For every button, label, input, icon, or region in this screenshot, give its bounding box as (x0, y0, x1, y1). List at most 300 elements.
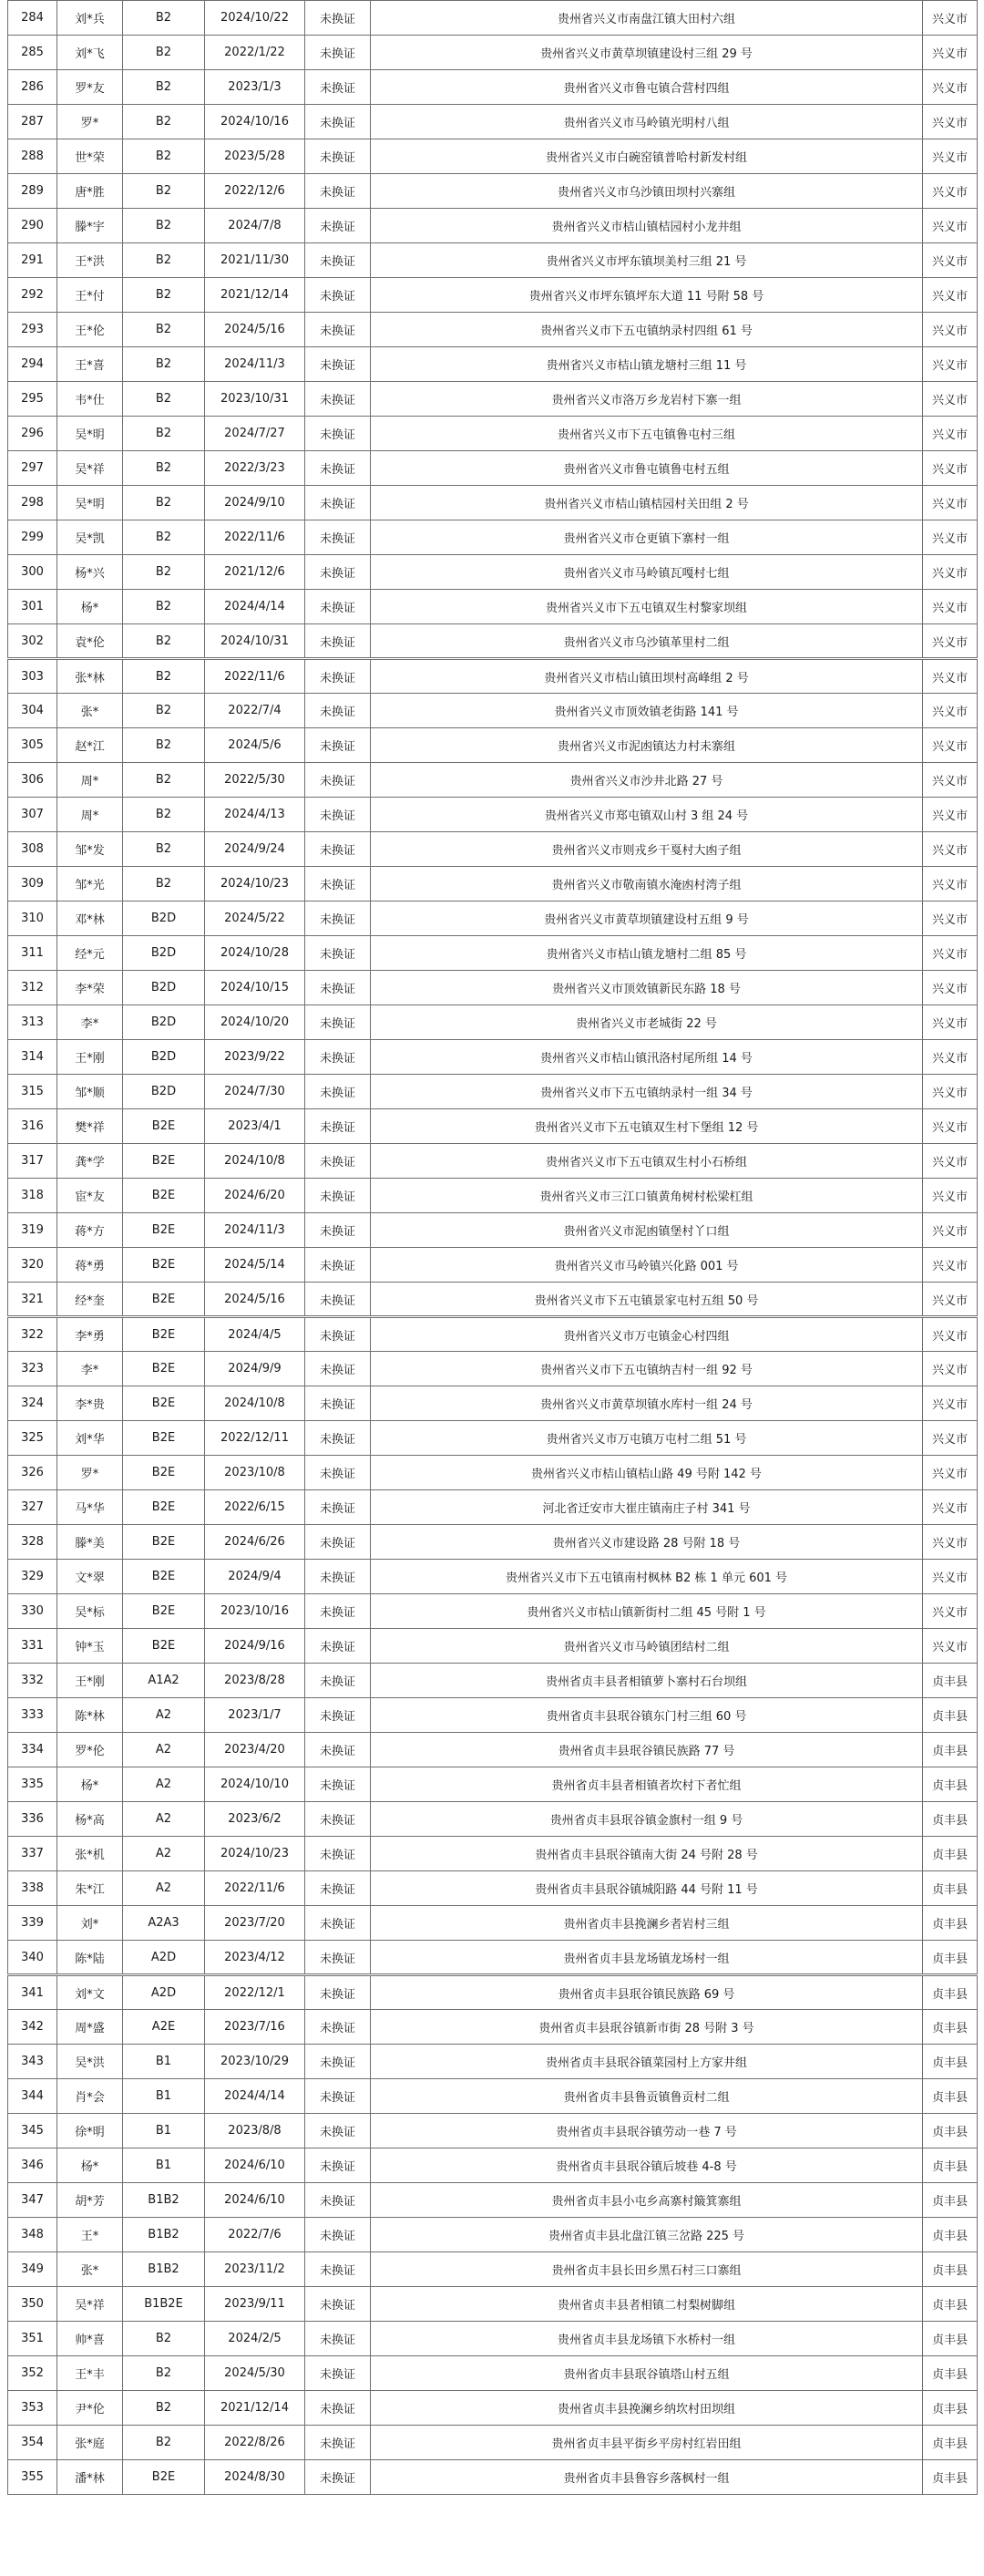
table-row (8, 2045, 978, 2079)
address-cell: 贵州省兴义市万屯镇万屯村二组 51 号 (371, 1421, 923, 1456)
address-cell: 贵州省兴义市桔山镇桔园村小龙井组 (371, 209, 923, 243)
date-cell: 2022/5/30 (205, 763, 305, 798)
license-class-cell: B2E (123, 1317, 205, 1352)
date-cell: 2024/10/10 (205, 1767, 305, 1802)
address-cell: 贵州省兴义市下五屯镇双生村下堡组 12 号 (371, 1109, 923, 1144)
status-cell: 未换证 (305, 590, 371, 624)
license-class-cell: A2D (123, 1941, 205, 1975)
status-cell: 未换证 (305, 1975, 371, 2010)
name-cell: 王*刚 (57, 1664, 123, 1698)
address-cell: 贵州省兴义市下五屯镇双生村小石桥组 (371, 1144, 923, 1179)
name-cell: 胡*芳 (57, 2183, 123, 2218)
status-cell: 未换证 (305, 1179, 371, 1213)
address-cell: 贵州省兴义市马岭镇兴化路 001 号 (371, 1248, 923, 1283)
address-cell: 贵州省兴义市下五屯镇南村枫林 B2 栋 1 单元 601 号 (371, 1560, 923, 1594)
address-cell: 贵州省兴义市乌沙镇田坝村兴寨组 (371, 174, 923, 209)
name-cell: 帅*喜 (57, 2322, 123, 2356)
city-cell: 贞丰县 (923, 2460, 978, 2495)
date-cell: 2023/7/20 (205, 1906, 305, 1941)
address-cell: 贵州省贞丰县北盘江镇三岔路 225 号 (371, 2218, 923, 2252)
date-cell: 2024/10/28 (205, 936, 305, 971)
date-cell: 2024/2/5 (205, 2322, 305, 2356)
license-class-cell: B1 (123, 2079, 205, 2114)
table-row (8, 2010, 978, 2045)
table-row (8, 1248, 978, 1283)
table-row (8, 1767, 978, 1802)
address-cell: 贵州省贞丰县者相镇二村梨树脚组 (371, 2287, 923, 2322)
date-cell: 2024/4/14 (205, 2079, 305, 2114)
name-cell: 世*荣 (57, 139, 123, 174)
city-cell: 兴义市 (923, 1456, 978, 1490)
address-cell: 贵州省兴义市桔山镇龙塘村二组 85 号 (371, 936, 923, 971)
date-cell: 2023/4/20 (205, 1733, 305, 1767)
city-cell: 兴义市 (923, 243, 978, 278)
table-row (8, 70, 978, 105)
name-cell: 邹*顺 (57, 1075, 123, 1109)
license-class-cell: B1B2 (123, 2252, 205, 2287)
status-cell: 未换证 (305, 1664, 371, 1698)
city-cell: 贞丰县 (923, 2391, 978, 2426)
name-cell: 徐*明 (57, 2114, 123, 2148)
address-cell: 贵州省贞丰县珉谷镇塔山村五组 (371, 2356, 923, 2391)
date-cell: 2022/1/22 (205, 36, 305, 70)
table-row (8, 971, 978, 1005)
name-cell: 刘* (57, 1906, 123, 1941)
status-cell: 未换证 (305, 1906, 371, 1941)
row-number-cell: 308 (8, 832, 57, 867)
row-number-cell: 285 (8, 36, 57, 70)
table-row (8, 313, 978, 347)
date-cell: 2023/9/11 (205, 2287, 305, 2322)
status-cell: 未换证 (305, 1837, 371, 1871)
status-cell: 未换证 (305, 243, 371, 278)
date-cell: 2023/4/12 (205, 1941, 305, 1975)
date-cell: 2022/11/6 (205, 659, 305, 694)
city-cell: 兴义市 (923, 1386, 978, 1421)
status-cell: 未换证 (305, 2010, 371, 2045)
date-cell: 2023/1/7 (205, 1698, 305, 1733)
city-cell: 兴义市 (923, 728, 978, 763)
status-cell: 未换证 (305, 2045, 371, 2079)
address-cell: 贵州省兴义市坪东镇坝美村三组 21 号 (371, 243, 923, 278)
status-cell: 未换证 (305, 209, 371, 243)
table-row (8, 1490, 978, 1525)
date-cell: 2024/9/24 (205, 832, 305, 867)
date-cell: 2022/8/26 (205, 2426, 305, 2460)
date-cell: 2024/11/3 (205, 347, 305, 382)
status-cell: 未换证 (305, 936, 371, 971)
date-cell: 2024/11/3 (205, 1213, 305, 1248)
status-cell: 未换证 (305, 1075, 371, 1109)
city-cell: 兴义市 (923, 1283, 978, 1317)
row-number-cell: 327 (8, 1490, 57, 1525)
date-cell: 2022/12/11 (205, 1421, 305, 1456)
status-cell: 未换证 (305, 1802, 371, 1837)
date-cell: 2024/5/16 (205, 313, 305, 347)
row-number-cell: 321 (8, 1283, 57, 1317)
address-cell: 贵州省兴义市白碗窑镇普哈村新发村组 (371, 139, 923, 174)
table-row (8, 798, 978, 832)
table-row (8, 902, 978, 936)
date-cell: 2024/10/15 (205, 971, 305, 1005)
record-table (7, 0, 978, 2495)
license-class-cell: B2 (123, 520, 205, 555)
row-number-cell: 318 (8, 1179, 57, 1213)
name-cell: 樊*祥 (57, 1109, 123, 1144)
address-cell: 贵州省兴义市下五屯镇双生村黎家坝组 (371, 590, 923, 624)
name-cell: 刘*飞 (57, 36, 123, 70)
city-cell: 兴义市 (923, 1040, 978, 1075)
name-cell: 吴*凯 (57, 520, 123, 555)
name-cell: 吴*标 (57, 1594, 123, 1629)
date-cell: 2021/12/6 (205, 555, 305, 590)
date-cell: 2024/10/23 (205, 867, 305, 902)
row-number-cell: 343 (8, 2045, 57, 2079)
status-cell: 未换证 (305, 902, 371, 936)
date-cell: 2023/10/31 (205, 382, 305, 417)
status-cell: 未换证 (305, 1525, 371, 1560)
city-cell: 贞丰县 (923, 2010, 978, 2045)
row-number-cell: 332 (8, 1664, 57, 1698)
address-cell: 贵州省兴义市建设路 28 号附 18 号 (371, 1525, 923, 1560)
table-row (8, 520, 978, 555)
city-cell: 贞丰县 (923, 1941, 978, 1975)
license-class-cell: B1B2E (123, 2287, 205, 2322)
address-cell: 贵州省兴义市桔山镇桔园村关田组 2 号 (371, 486, 923, 520)
status-cell: 未换证 (305, 1213, 371, 1248)
date-cell: 2024/6/10 (205, 2183, 305, 2218)
date-cell: 2024/9/4 (205, 1560, 305, 1594)
row-number-cell: 315 (8, 1075, 57, 1109)
status-cell: 未换证 (305, 313, 371, 347)
row-number-cell: 350 (8, 2287, 57, 2322)
table-row (8, 243, 978, 278)
address-cell: 河北省迁安市大崔庄镇南庄子村 341 号 (371, 1490, 923, 1525)
row-number-cell: 326 (8, 1456, 57, 1490)
status-cell: 未换证 (305, 1941, 371, 1975)
name-cell: 文*翠 (57, 1560, 123, 1594)
table-row (8, 139, 978, 174)
date-cell: 2024/8/30 (205, 2460, 305, 2495)
table-row (8, 1664, 978, 1698)
status-cell: 未换证 (305, 1733, 371, 1767)
date-cell: 2024/7/30 (205, 1075, 305, 1109)
date-cell: 2024/10/20 (205, 1005, 305, 1040)
row-number-cell: 320 (8, 1248, 57, 1283)
date-cell: 2024/10/22 (205, 1, 305, 36)
date-cell: 2024/10/23 (205, 1837, 305, 1871)
table-row (8, 1352, 978, 1386)
name-cell: 王*付 (57, 278, 123, 313)
address-cell: 贵州省兴义市鲁屯镇合营村四组 (371, 70, 923, 105)
license-class-cell: A2 (123, 1767, 205, 1802)
row-number-cell: 349 (8, 2252, 57, 2287)
name-cell: 邹*光 (57, 867, 123, 902)
city-cell: 兴义市 (923, 1, 978, 36)
table-row (8, 1906, 978, 1941)
license-class-cell: B2E (123, 1386, 205, 1421)
table-row (8, 1871, 978, 1906)
license-class-cell: A2 (123, 1733, 205, 1767)
license-class-cell: A2A3 (123, 1906, 205, 1941)
record-table-page (7, 0, 977, 2495)
table-row (8, 1213, 978, 1248)
table-row (8, 2114, 978, 2148)
table-row (8, 1, 978, 36)
city-cell: 兴义市 (923, 1213, 978, 1248)
table-row (8, 36, 978, 70)
city-cell: 兴义市 (923, 1490, 978, 1525)
date-cell: 2021/12/14 (205, 2391, 305, 2426)
address-cell: 贵州省兴义市三江口镇黄角树村松梁杠组 (371, 1179, 923, 1213)
row-number-cell: 352 (8, 2356, 57, 2391)
table-row (8, 590, 978, 624)
date-cell: 2022/12/1 (205, 1975, 305, 2010)
date-cell: 2021/12/14 (205, 278, 305, 313)
city-cell: 兴义市 (923, 278, 978, 313)
row-number-cell: 292 (8, 278, 57, 313)
name-cell: 王*伦 (57, 313, 123, 347)
license-class-cell: B2 (123, 313, 205, 347)
table-row (8, 694, 978, 728)
address-cell: 贵州省贞丰县珉谷镇新市街 28 号附 3 号 (371, 2010, 923, 2045)
address-cell: 贵州省贞丰县珉谷镇劳动一巷 7 号 (371, 2114, 923, 2148)
address-cell: 贵州省兴义市南盘江镇大田村六组 (371, 1, 923, 36)
city-cell: 兴义市 (923, 902, 978, 936)
license-class-cell: A1A2 (123, 1664, 205, 1698)
name-cell: 蒋*方 (57, 1213, 123, 1248)
license-class-cell: B2D (123, 936, 205, 971)
address-cell: 贵州省兴义市桔山镇田坝村高峰组 2 号 (371, 659, 923, 694)
date-cell: 2024/6/10 (205, 2148, 305, 2183)
city-cell: 贞丰县 (923, 1871, 978, 1906)
name-cell: 钟*玉 (57, 1629, 123, 1664)
city-cell: 兴义市 (923, 763, 978, 798)
city-cell: 兴义市 (923, 590, 978, 624)
row-number-cell: 316 (8, 1109, 57, 1144)
row-number-cell: 317 (8, 1144, 57, 1179)
row-number-cell: 307 (8, 798, 57, 832)
date-cell: 2024/6/26 (205, 1525, 305, 1560)
status-cell: 未换证 (305, 2287, 371, 2322)
status-cell: 未换证 (305, 1421, 371, 1456)
address-cell: 贵州省贞丰县珉谷镇城阳路 44 号附 11 号 (371, 1871, 923, 1906)
table-row (8, 728, 978, 763)
name-cell: 经*元 (57, 936, 123, 971)
row-number-cell: 353 (8, 2391, 57, 2426)
table-row (8, 278, 978, 313)
row-number-cell: 288 (8, 139, 57, 174)
name-cell: 张*庭 (57, 2426, 123, 2460)
status-cell: 未换证 (305, 728, 371, 763)
license-class-cell: B2E (123, 1352, 205, 1386)
status-cell: 未换证 (305, 1698, 371, 1733)
row-number-cell: 345 (8, 2114, 57, 2148)
status-cell: 未换证 (305, 1248, 371, 1283)
city-cell: 兴义市 (923, 313, 978, 347)
license-class-cell: B2 (123, 105, 205, 139)
name-cell: 王*丰 (57, 2356, 123, 2391)
row-number-cell: 319 (8, 1213, 57, 1248)
table-row (8, 1317, 978, 1352)
date-cell: 2024/7/27 (205, 417, 305, 451)
row-number-cell: 312 (8, 971, 57, 1005)
date-cell: 2024/5/6 (205, 728, 305, 763)
license-class-cell: B2 (123, 347, 205, 382)
address-cell: 贵州省贞丰县者相镇萝卜寨村石台坝组 (371, 1664, 923, 1698)
table-row (8, 2218, 978, 2252)
row-number-cell: 335 (8, 1767, 57, 1802)
row-number-cell: 338 (8, 1871, 57, 1906)
name-cell: 陈*陆 (57, 1941, 123, 1975)
status-cell: 未换证 (305, 347, 371, 382)
row-number-cell: 301 (8, 590, 57, 624)
record-table-body (8, 1, 978, 2495)
date-cell: 2023/11/2 (205, 2252, 305, 2287)
license-class-cell: B2 (123, 1, 205, 36)
name-cell: 杨* (57, 2148, 123, 2183)
date-cell: 2024/4/13 (205, 798, 305, 832)
date-cell: 2024/5/22 (205, 902, 305, 936)
city-cell: 贞丰县 (923, 2322, 978, 2356)
license-class-cell: B1 (123, 2148, 205, 2183)
status-cell: 未换证 (305, 832, 371, 867)
status-cell: 未换证 (305, 1456, 371, 1490)
table-row (8, 2322, 978, 2356)
city-cell: 贞丰县 (923, 1698, 978, 1733)
row-number-cell: 296 (8, 417, 57, 451)
address-cell: 贵州省兴义市下五屯镇纳录村四组 61 号 (371, 313, 923, 347)
name-cell: 唐*胜 (57, 174, 123, 209)
license-class-cell: B2E (123, 1213, 205, 1248)
row-number-cell: 336 (8, 1802, 57, 1837)
address-cell: 贵州省兴义市则戎乡干戛村大凼子组 (371, 832, 923, 867)
name-cell: 王* (57, 2218, 123, 2252)
status-cell: 未换证 (305, 1317, 371, 1352)
row-number-cell: 328 (8, 1525, 57, 1560)
city-cell: 兴义市 (923, 1144, 978, 1179)
license-class-cell: B2 (123, 486, 205, 520)
table-row (8, 347, 978, 382)
license-class-cell: B2 (123, 867, 205, 902)
date-cell: 2024/7/8 (205, 209, 305, 243)
table-row (8, 2426, 978, 2460)
license-class-cell: B1B2 (123, 2183, 205, 2218)
city-cell: 兴义市 (923, 832, 978, 867)
address-cell: 贵州省贞丰县者相镇者坎村下者忙组 (371, 1767, 923, 1802)
license-class-cell: B2D (123, 1005, 205, 1040)
license-class-cell: B2E (123, 1179, 205, 1213)
name-cell: 李*荣 (57, 971, 123, 1005)
status-cell: 未换证 (305, 382, 371, 417)
date-cell: 2024/5/16 (205, 1283, 305, 1317)
name-cell: 李* (57, 1005, 123, 1040)
row-number-cell: 305 (8, 728, 57, 763)
license-class-cell: B1B2 (123, 2218, 205, 2252)
license-class-cell: B2D (123, 902, 205, 936)
name-cell: 尹*伦 (57, 2391, 123, 2426)
status-cell: 未换证 (305, 2183, 371, 2218)
status-cell: 未换证 (305, 1005, 371, 1040)
row-number-cell: 294 (8, 347, 57, 382)
license-class-cell: B2 (123, 590, 205, 624)
row-number-cell: 339 (8, 1906, 57, 1941)
status-cell: 未换证 (305, 36, 371, 70)
name-cell: 周* (57, 798, 123, 832)
row-number-cell: 303 (8, 659, 57, 694)
name-cell: 李* (57, 1352, 123, 1386)
table-row (8, 1941, 978, 1975)
status-cell: 未换证 (305, 139, 371, 174)
address-cell: 贵州省兴义市顶效镇老街路 141 号 (371, 694, 923, 728)
status-cell: 未换证 (305, 417, 371, 451)
city-cell: 贞丰县 (923, 1767, 978, 1802)
name-cell: 杨*兴 (57, 555, 123, 590)
status-cell: 未换证 (305, 1594, 371, 1629)
date-cell: 2024/10/31 (205, 624, 305, 659)
table-row (8, 2183, 978, 2218)
date-cell: 2024/9/16 (205, 1629, 305, 1664)
address-cell: 贵州省兴义市下五屯镇纳录村一组 34 号 (371, 1075, 923, 1109)
name-cell: 罗* (57, 105, 123, 139)
address-cell: 贵州省兴义市洛万乡龙岩村下寨一组 (371, 382, 923, 417)
city-cell: 贞丰县 (923, 2148, 978, 2183)
city-cell: 兴义市 (923, 174, 978, 209)
address-cell: 贵州省贞丰县鲁贡镇鲁贡村二组 (371, 2079, 923, 2114)
name-cell: 潘*林 (57, 2460, 123, 2495)
address-cell: 贵州省兴义市鲁屯镇鲁屯村五组 (371, 451, 923, 486)
address-cell: 贵州省兴义市敬南镇水淹凼村湾子组 (371, 867, 923, 902)
status-cell: 未换证 (305, 2391, 371, 2426)
address-cell: 贵州省贞丰县平街乡平房村红岩田组 (371, 2426, 923, 2460)
city-cell: 兴义市 (923, 486, 978, 520)
status-cell: 未换证 (305, 1490, 371, 1525)
row-number-cell: 341 (8, 1975, 57, 2010)
license-class-cell: B2E (123, 1560, 205, 1594)
license-class-cell: B2 (123, 728, 205, 763)
name-cell: 朱*江 (57, 1871, 123, 1906)
date-cell: 2024/4/14 (205, 590, 305, 624)
date-cell: 2022/6/15 (205, 1490, 305, 1525)
name-cell: 吴*祥 (57, 2287, 123, 2322)
city-cell: 兴义市 (923, 347, 978, 382)
date-cell: 2023/10/29 (205, 2045, 305, 2079)
license-class-cell: B2 (123, 139, 205, 174)
row-number-cell: 286 (8, 70, 57, 105)
status-cell: 未换证 (305, 2356, 371, 2391)
license-class-cell: B2E (123, 1594, 205, 1629)
table-row (8, 763, 978, 798)
table-row (8, 2287, 978, 2322)
table-row (8, 1629, 978, 1664)
city-cell: 兴义市 (923, 36, 978, 70)
address-cell: 贵州省贞丰县珉谷镇东门村三组 60 号 (371, 1698, 923, 1733)
table-row (8, 1144, 978, 1179)
date-cell: 2023/10/16 (205, 1594, 305, 1629)
license-class-cell: B2 (123, 763, 205, 798)
city-cell: 兴义市 (923, 139, 978, 174)
table-row (8, 1802, 978, 1837)
city-cell: 兴义市 (923, 555, 978, 590)
status-cell: 未换证 (305, 2426, 371, 2460)
date-cell: 2023/8/28 (205, 1664, 305, 1698)
name-cell: 周*盛 (57, 2010, 123, 2045)
license-class-cell: B2D (123, 971, 205, 1005)
table-row (8, 936, 978, 971)
status-cell: 未换证 (305, 70, 371, 105)
license-class-cell: B2 (123, 624, 205, 659)
city-cell: 兴义市 (923, 417, 978, 451)
